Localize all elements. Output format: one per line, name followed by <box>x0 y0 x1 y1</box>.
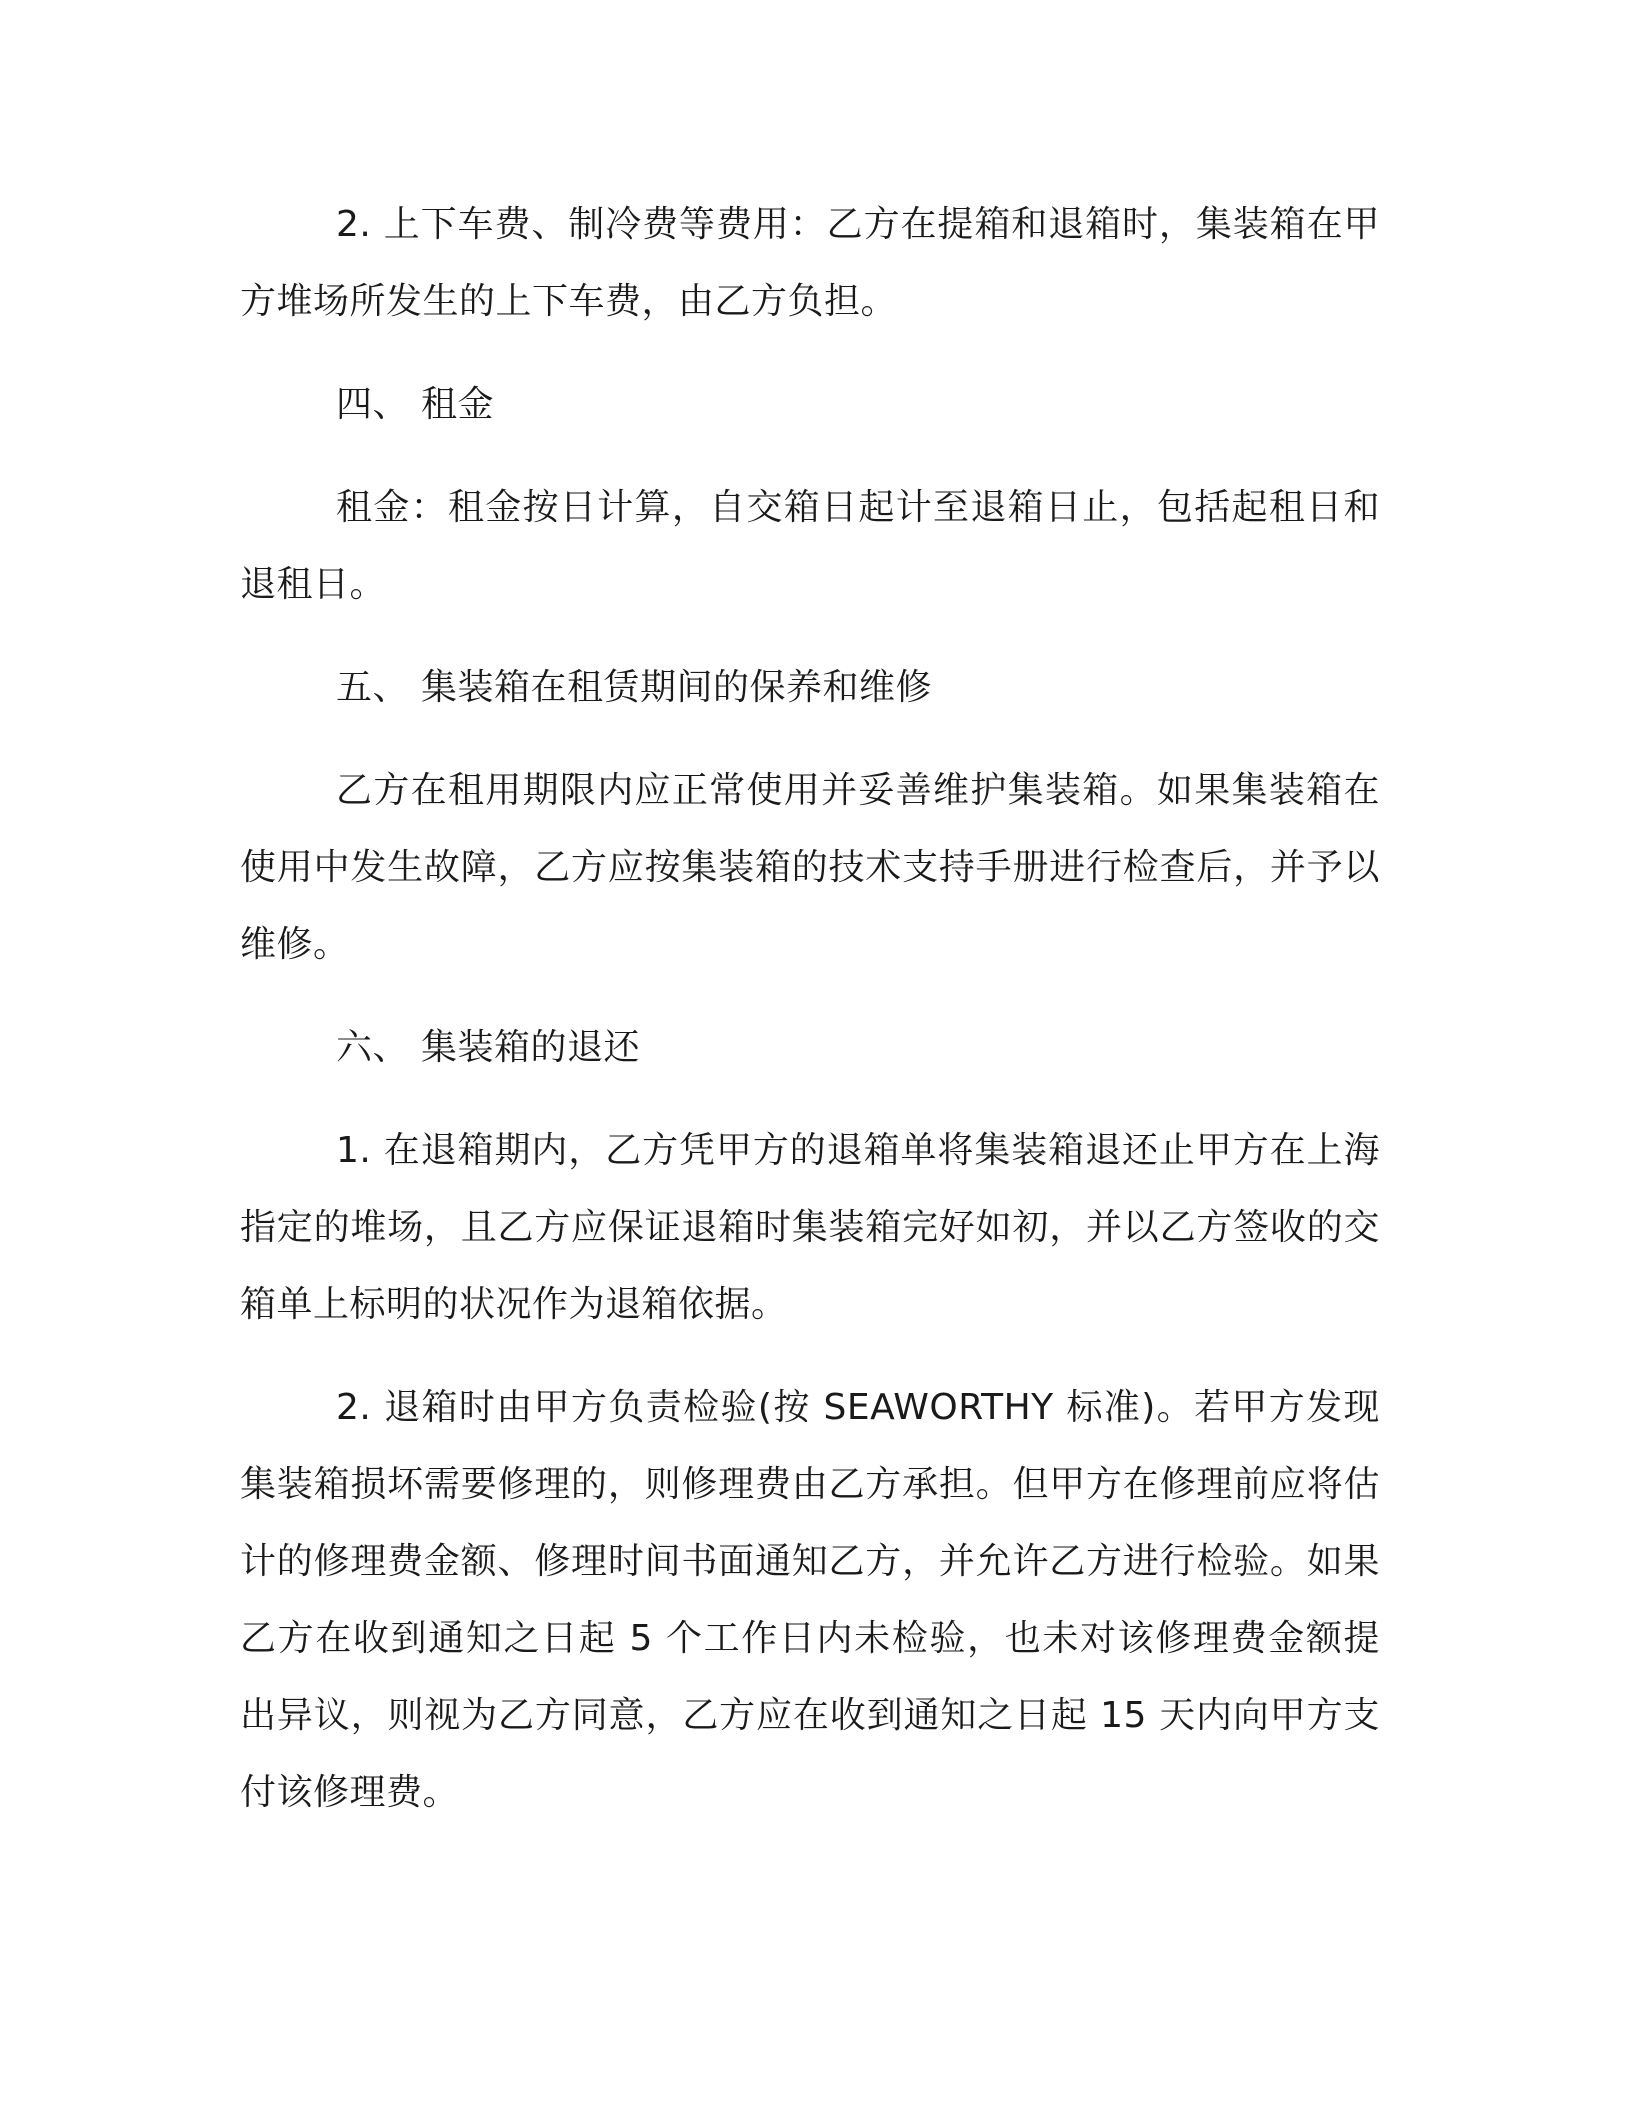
clause-5-maintenance: 乙方在租用期限内应正常使用并妥善维护集装箱。如果集装箱在使用中发生故障，乙方应按集装箱的技术支持手册进行检查后，并予以维修。 <box>240 770 1380 965</box>
section-4-heading: 四、 租金 <box>336 384 494 425</box>
clause-6-2-inspection: 2. 退箱时由甲方负责检验(按 SEAWORTHY 标准)。若甲方发现集装箱损坏需要修理的，则修理费由乙方承担。但甲方在修理前应将估计的修理费金额、修理时间书面通知乙方，并允许乙方进行检验。如果乙方在收到通知之日起 5 个工作日内未检验，也未对该修理费金额提出异议，则视为乙方同意，乙方应在收到通知之日起 15 天内向甲方支付该修理费。 <box>240 1387 1380 1813</box>
section-5-heading: 五、 集装箱在租赁期间的保养和维修 <box>336 667 932 708</box>
clause-4-rent: 租金：租金按日计算，自交箱日起计至退箱日止，包括起租日和退租日。 <box>240 487 1380 605</box>
clause-6-1-return: 1. 在退箱期内，乙方凭甲方的退箱单将集装箱退还止甲方在上海指定的堆场，且乙方应保证退箱时集装箱完好如初，并以乙方签收的交箱单上标明的状况作为退箱依据。 <box>240 1130 1380 1325</box>
section-6-heading: 六、 集装箱的退还 <box>336 1027 640 1068</box>
document-body <box>240 186 1380 1831</box>
clause-3-2-loading-fees: 2. 上下车费、制冷费等费用：乙方在提箱和退箱时，集装箱在甲方堆场所发生的上下车费，由乙方负担。 <box>240 204 1380 322</box>
